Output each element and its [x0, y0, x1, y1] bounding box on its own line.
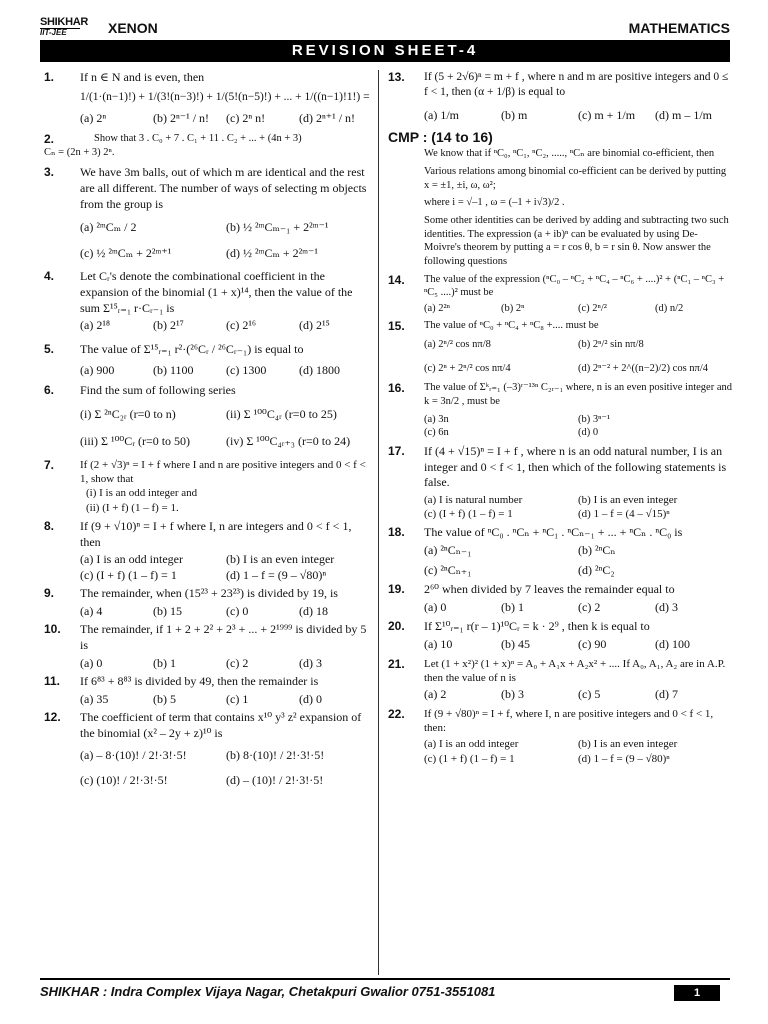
option-a[interactable]: (a) 1/m: [424, 107, 459, 122]
question-stem: If 6⁸³ + 8⁸³ is divided by 49, then the remainder is: [80, 674, 319, 689]
options: [424, 637, 732, 653]
question-number: 17.: [388, 444, 405, 458]
cmp-paragraph-4: Some other identities can be derived by adding and subtracting two such identities. The expression (a + ib)ⁿ can be evaluated by using De-Moivre's theorem by putting a = r cos θ, b = r sin θ. Now answer the following questions: [424, 215, 729, 267]
options: [424, 302, 732, 316]
options: [424, 493, 732, 522]
option-a[interactable]: (a) 2: [424, 687, 447, 702]
question-16: [388, 381, 732, 440]
option-a[interactable]: (a) 10: [424, 636, 453, 651]
options: [80, 552, 372, 583]
statement-i: (i) I is an odd integer and: [86, 487, 198, 500]
option-a[interactable]: (a) 0: [424, 599, 447, 614]
page-header: [40, 16, 730, 38]
option-a[interactable]: (a) 0: [80, 655, 103, 670]
question-18: [388, 525, 732, 578]
options: [80, 604, 372, 620]
option-c[interactable]: (c) 2¹⁶: [226, 318, 257, 333]
option-c[interactable]: (c) 1300: [226, 363, 267, 378]
question-stem: The coefficient of term that contains x¹⁰ y³ z² expansion of the binomial (x² – 2y + z)¹⁰ is: [80, 710, 362, 741]
option-c[interactable]: (c) (1 + f) (1 – f) = 1: [424, 752, 515, 765]
option-c[interactable]: (c) 2ⁿ/²: [578, 302, 607, 314]
page-footer: [40, 978, 730, 1002]
question-expression: 1/(1·(n−1)!) + 1/(3!(n−3)!) + 1/(5!(n−5)!) + ... + 1/((n−1)!1!) =: [80, 90, 370, 103]
options: [80, 692, 372, 708]
option-b[interactable]: (b) 2ⁿ: [501, 302, 525, 314]
option-a[interactable]: (a) 2²ⁿ: [424, 302, 450, 314]
option-c[interactable]: (c) (10)! / 2!·3!·5!: [80, 773, 168, 788]
footer-address: SHIKHAR : Indra Complex Vijaya Nagar, Chetakpuri Gwalior 0751-3551081: [40, 984, 496, 999]
option-b[interactable]: (b) 1100: [153, 363, 194, 378]
question-9: [40, 586, 372, 619]
question-stem: The remainder, when (15²³ + 23²³) is divided by 19, is: [80, 586, 338, 601]
option-b[interactable]: (b) I is an even integer: [578, 493, 678, 506]
option-b[interactable]: (b) 2ⁿ/² sin nπ/8: [578, 339, 644, 351]
option-b[interactable]: (b) 2ⁿ⁻¹ / n!: [153, 110, 210, 125]
option-a[interactable]: (a) – 8·(10)! / 2!·3!·5!: [80, 747, 187, 762]
series-iv: (iv) Σ ¹⁰⁰C₄ᵣ₊₃ (r=0 to 24): [226, 434, 351, 449]
question-number: 19.: [388, 582, 405, 597]
question-13: [388, 70, 732, 123]
question-stem: The value of Σ¹⁵ᵣ₌₁ r²·(²⁶Cᵣ / ²⁶Cᵣ₋₁) is equal to: [80, 341, 304, 356]
question-15: [388, 319, 732, 376]
option-d[interactable]: (d) 3: [655, 599, 678, 614]
question-number: 11.: [44, 674, 61, 689]
question-stem: If (4 + √15)ⁿ = I + f , where n is an odd natural number, I is an integer and 0 < f < 1, then which of the following statements is false.: [424, 444, 727, 490]
option-a[interactable]: (a) I is an odd integer: [80, 552, 183, 567]
option-d[interactable]: (d) 2ⁿ⁻² + 2^((n−2)/2) cos nπ/4: [578, 362, 709, 374]
question-1: [40, 70, 372, 126]
question-number: 7.: [44, 457, 55, 472]
option-d[interactable]: (d) ²ⁿC₂: [578, 562, 615, 577]
question-4: [40, 269, 372, 333]
statement-ii: (ii) (I + f) (1 – f) = 1.: [86, 501, 179, 514]
option-b[interactable]: (b) 1: [153, 655, 176, 670]
option-d[interactable]: (d) 2ⁿ⁺¹ / n!: [299, 110, 356, 125]
option-c[interactable]: (c) m + 1/m: [578, 107, 636, 122]
question-19: [388, 582, 732, 615]
question-stem: If (5 + 2√6)ⁿ = m + f , where n and m are positive integers and 0 ≤ f < 1, then (α + 1/β) is equal to: [424, 71, 729, 98]
options: [424, 413, 732, 440]
question-stem: If (9 + √10)ⁿ = I + f where I, n are integers and 0 < f < 1, then: [80, 518, 352, 549]
option-c[interactable]: (c) ²ⁿCₙ₊₁: [424, 562, 472, 577]
option-b[interactable]: (b) 45: [501, 636, 530, 651]
question-stem: If (9 + √80)ⁿ = I + f, where I, n are positive integers and 0 < f < 1, then:: [424, 707, 714, 735]
options: [80, 220, 372, 261]
option-a[interactable]: (a) 2ⁿ: [80, 110, 107, 125]
option-d[interactable]: (d) ½ ²ᵐCₘ + 2²ᵐ⁻¹: [226, 245, 318, 260]
option-d[interactable]: (d) 0: [578, 427, 599, 439]
option-c[interactable]: (c) 90: [578, 636, 607, 651]
option-d[interactable]: (d) 1800: [299, 363, 340, 378]
option-c[interactable]: (c) (I + f) (1 – f) = 1: [424, 508, 513, 521]
question-stem: The value of ⁿC₀ . ⁿCₙ + ⁿC₁ . ⁿCₙ₋₁ + ... + ⁿCₙ . ⁿC₀ is: [424, 525, 683, 540]
question-number: 5.: [44, 341, 55, 356]
question-number: 18.: [388, 525, 405, 540]
option-b[interactable]: (b) I is an even integer: [578, 738, 678, 751]
question-stem: If n ∈ N and is even, then: [80, 70, 205, 84]
question-stem-cont: Cₙ = (2n + 3) 2ⁿ.: [44, 146, 115, 158]
option-c[interactable]: (c) 0: [226, 603, 249, 618]
brand-name: XENON: [108, 20, 158, 36]
question-11: [40, 674, 372, 707]
question-22: [388, 707, 732, 766]
options: [424, 737, 732, 766]
option-b[interactable]: (b) 1: [501, 599, 524, 614]
question-number: 10.: [44, 622, 61, 637]
question-5: [40, 342, 372, 379]
option-d[interactable]: (d) 100: [655, 636, 690, 651]
option-b[interactable]: (b) 3: [501, 687, 524, 702]
option-d[interactable]: (d) – (10)! / 2!·3!·5!: [226, 773, 324, 788]
question-number: 20.: [388, 619, 405, 634]
option-b[interactable]: (b) 3ⁿ⁻¹: [578, 413, 611, 425]
option-a[interactable]: (a) I is natural number: [424, 493, 523, 506]
question-number: 8.: [44, 518, 55, 533]
question-number: 6.: [44, 382, 55, 397]
series-iii: (iii) Σ ¹⁰⁰Cᵣ (r=0 to 50): [80, 434, 191, 449]
option-b[interactable]: (b) 5: [153, 691, 176, 706]
series-i: (i) Σ ²ⁿC₂ᵣ (r=0 to n): [80, 406, 176, 421]
question-3: [40, 165, 372, 261]
logo-line1: SHIKHAR: [40, 16, 89, 28]
options: [80, 656, 372, 672]
option-b[interactable]: (b) m: [501, 107, 528, 122]
option-c[interactable]: (c) 1: [226, 691, 249, 706]
option-a[interactable]: (a) ²ᵐCₘ / 2: [80, 220, 137, 235]
question-number: 16.: [388, 381, 405, 396]
question-12: [40, 710, 372, 788]
logo-line2: IIT-JEE: [40, 28, 80, 37]
option-b[interactable]: (b) ½ ²ᵐCₘ₋₁ + 2²ᵐ⁻¹: [226, 220, 329, 235]
question-number: 21.: [388, 656, 405, 671]
question-17: [388, 444, 732, 521]
column-divider: [378, 70, 379, 975]
options: [80, 111, 372, 127]
question-stem: The value of Σᵏᵣ₌₁ (–3)ʳ⁻¹³ⁿ C₂ᵣ₋₁ where, n is an even positive integer and k = 3n/2 , must be: [424, 382, 732, 408]
option-b[interactable]: (b) 8·(10)! / 2!·3!·5!: [226, 747, 325, 762]
option-a[interactable]: (a) 2ⁿ/² cos nπ/8: [424, 339, 491, 351]
option-b[interactable]: (b) I is an even integer: [226, 552, 335, 567]
option-c[interactable]: (c) 2: [578, 599, 601, 614]
question-stem: The value of the expression (ⁿC₀ – ⁿC₂ + ⁿC₄ – ⁿC₆ + ....)² + (ⁿC₁ – ⁿC₃ + ⁿC₅ ....)² must be: [424, 273, 725, 299]
options: [80, 748, 372, 789]
option-d[interactable]: (d) 3: [299, 655, 322, 670]
option-b[interactable]: (b) 15: [153, 603, 182, 618]
question-stem: If (2 + √3)ⁿ = I + f where I and n are positive integers and 0 < f < 1, show that: [80, 458, 366, 486]
option-d[interactable]: (d) 2¹⁵: [299, 318, 330, 333]
question-6: [40, 383, 372, 450]
left-column: [40, 70, 372, 792]
question-stem: 2⁶⁰ when divided by 7 leaves the remainder equal to: [424, 582, 675, 597]
option-a[interactable]: (a) 4: [80, 603, 103, 618]
option-d[interactable]: (d) 7: [655, 687, 678, 702]
question-7: [40, 458, 372, 515]
question-stem: The value of ⁿC₀ + ⁿC₄ + ⁿC₈ +.... must be: [424, 319, 599, 331]
question-number: 2.: [44, 132, 55, 147]
options: [80, 318, 372, 334]
question-number: 15.: [388, 318, 405, 333]
question-number: 12.: [44, 710, 61, 725]
question-2: [40, 132, 372, 159]
option-c[interactable]: (c) 5: [578, 687, 601, 702]
sheet-title: REVISION SHEET-4: [40, 40, 730, 62]
question-10: [40, 622, 372, 671]
options: [424, 108, 732, 124]
page-number: 1: [674, 985, 720, 1001]
question-stem: The remainder, if 1 + 2 + 2² + 2³ + ... + 2¹⁹⁹⁹ is divided by 5 is: [80, 622, 367, 653]
option-c[interactable]: (c) 2ⁿ n!: [226, 110, 266, 125]
question-stem: Let (1 + x²)² (1 + x)ⁿ = A₀ + A₁x + A₂x² + .... If A₀, A₁, A₂ are in A.P. then the value of n is: [424, 657, 726, 684]
series-ii: (ii) Σ ¹⁰⁰C₄ᵣ (r=0 to 25): [226, 406, 337, 421]
question-8: [40, 519, 372, 583]
option-b[interactable]: (b) 2¹⁷: [153, 318, 184, 333]
question-20: [388, 619, 732, 652]
options: [424, 687, 732, 703]
question-stem: Find the sum of following series: [80, 382, 236, 397]
question-14: [388, 273, 732, 316]
option-b[interactable]: (b) ²ⁿCₙ: [578, 542, 616, 557]
question-stem: Show that 3 . C₀ + 7 . C₁ + 11 . C₂ + ... + (4n + 3): [94, 133, 302, 145]
question-21: [388, 657, 732, 703]
option-c[interactable]: (c) 2ⁿ + 2ⁿ/² cos nπ/4: [424, 362, 511, 374]
options: [424, 543, 732, 578]
options: [424, 338, 732, 375]
series-items: [80, 407, 372, 450]
option-a[interactable]: (a) 3n: [424, 413, 449, 425]
option-a[interactable]: (a) 2¹⁸: [80, 318, 111, 333]
option-d[interactable]: (d) n/2: [655, 302, 684, 314]
cmp-paragraph-3: where i = √–1 , ω = (–1 + i√3)/2 .: [424, 197, 565, 209]
option-d[interactable]: (d) 18: [299, 603, 328, 618]
option-a[interactable]: (a) 900: [80, 363, 115, 378]
option-c[interactable]: (c) ½ ²ᵐCₘ + 2²ᵐ⁺¹: [80, 245, 172, 260]
question-number: 3.: [44, 165, 55, 180]
question-number: 4.: [44, 269, 55, 284]
options: [424, 600, 732, 616]
cmp-heading: CMP : (14 to 16): [388, 129, 493, 146]
option-a[interactable]: (a) ²ⁿCₙ₋₁: [424, 542, 472, 557]
question-stem: Let Cᵣ's denote the combinational coefficient in the expansion of the binomial (1 + x)¹⁴, then the value of the sum Σ¹⁵ᵣ₌₁ r·Cᵣ₋₁ is: [80, 269, 353, 315]
option-c[interactable]: (c) 6n: [424, 427, 449, 439]
option-a[interactable]: (a) 35: [80, 691, 109, 706]
shikhar-logo: [40, 17, 102, 37]
question-stem: If Σ¹⁰ᵣ₌₁ r(r – 1)¹⁰Cᵣ = k · 2⁹ , then k is equal to: [424, 619, 650, 634]
options: [80, 363, 372, 379]
option-c[interactable]: (c) (I + f) (1 – f) = 1: [80, 567, 177, 582]
option-d[interactable]: (d) 1 – f = (9 – √80)ⁿ: [226, 567, 327, 582]
question-number: 14.: [388, 272, 405, 287]
question-number: 1.: [44, 70, 55, 84]
option-d[interactable]: (d) 1 – f = (4 – √15)ⁿ: [578, 508, 670, 521]
option-a[interactable]: (a) I is an odd integer: [424, 738, 519, 751]
option-c[interactable]: (c) 2: [226, 655, 249, 670]
option-d[interactable]: (d) 0: [299, 691, 322, 706]
cmp-paragraph-2: Various relations among binomial co-efficient can be derived by putting x = ±1, ±i, ω, ω²;: [424, 166, 727, 191]
option-d[interactable]: (d) m – 1/m: [655, 107, 712, 122]
question-number: 22.: [388, 706, 405, 721]
subject-name: MATHEMATICS: [628, 20, 730, 36]
right-column: [388, 70, 732, 769]
cmp-paragraph-1: We know that if ⁿC₀, ⁿC₁, ⁿC₂, ....., ⁿCₙ are binomial co-efficient, then: [424, 148, 715, 160]
question-number: 9.: [44, 586, 55, 601]
question-number: 13.: [388, 70, 405, 84]
option-d[interactable]: (d) 1 – f = (9 – √80)ⁿ: [578, 752, 670, 765]
question-stem: We have 3m balls, out of which m are identical and the rest are all different. The number of ways of selecting m objects from the group is: [80, 165, 367, 211]
